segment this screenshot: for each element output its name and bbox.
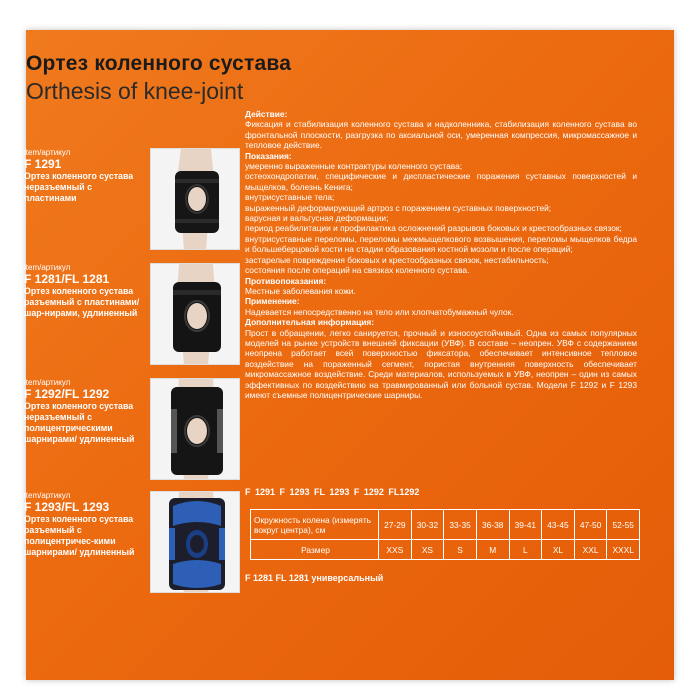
circumference-row bbox=[251, 510, 640, 540]
indications-header: Показания: bbox=[245, 150, 292, 161]
title-english: Orthesis of knee-joint bbox=[26, 78, 244, 104]
size-cell: XXXL bbox=[607, 540, 640, 560]
knee-brace-photo bbox=[150, 148, 240, 250]
description-column bbox=[245, 109, 637, 400]
universal-size-note: F 1281 FL 1281 универсальный bbox=[245, 573, 384, 583]
circumference-cell: 33-35 bbox=[444, 510, 477, 540]
product-code: F 1292/FL 1292 bbox=[24, 387, 110, 401]
indication-item: застарелые повреждения боковых и крестообразных связок, нестабильность; bbox=[245, 254, 549, 265]
size-cell: XXL bbox=[574, 540, 607, 560]
size-label: Размер bbox=[251, 540, 379, 560]
usage-text: Надевается непосредственно на тело или хлопчатобумажный чулок. bbox=[245, 306, 514, 317]
indication-item: варусная и вальгусная деформации; bbox=[245, 213, 389, 224]
title-russian: Ортез коленного сустава bbox=[26, 52, 292, 75]
product-description: Ортез коленного сустава неразъемный с полицентрическими шарнирами/ удлиненный bbox=[24, 401, 135, 444]
indication-item: состояния после операций на связках коленного сустава. bbox=[245, 265, 470, 276]
size-table-models: F 1291 F 1293 FL 1293 F 1292 FL1292 bbox=[245, 487, 420, 497]
size-cell: M bbox=[476, 540, 509, 560]
size-row bbox=[251, 540, 640, 560]
indication-item: выраженный деформирующий артроз с поражением суставных поверхностей; bbox=[245, 202, 552, 213]
size-cell: XL bbox=[542, 540, 575, 560]
circumference-cell: 52-55 bbox=[607, 510, 640, 540]
circumference-cell: 27-29 bbox=[379, 510, 412, 540]
size-cell: XXS bbox=[379, 540, 412, 560]
indication-item: период реабилитации и профилактика осложнений разрывов боковых и крестообразных связок; bbox=[245, 223, 622, 234]
product-entry bbox=[24, 263, 146, 319]
item-label: item/артикул bbox=[24, 491, 71, 500]
indication-item: остеохондропатии, специфические и диспластические поражения суставных поверхностей и мыщелков, болезнь Кенига; bbox=[245, 171, 637, 192]
circumference-cell: 36-38 bbox=[476, 510, 509, 540]
action-text: Фиксация и стабилизация коленного сустава и надколенника, стабилизация коленного сустава во фронтальной плоскости, разгрузка по аксиальной оси, умеренная компрессия, микромассажное и тепловое действие. bbox=[245, 119, 637, 151]
item-label: item/артикул bbox=[24, 378, 71, 387]
product-entry bbox=[24, 378, 146, 445]
product-code: F 1291 bbox=[24, 157, 62, 171]
product-entry bbox=[24, 148, 146, 204]
product-description: Ортез коленного сустава разъемный с полицентричес-кими шарнирами/ удлиненный bbox=[24, 514, 135, 557]
product-entry bbox=[24, 491, 146, 558]
circumference-cell: 43-45 bbox=[542, 510, 575, 540]
indication-item: умеренно выраженные контрактуры коленного сустава; bbox=[245, 161, 463, 172]
extra-info-text: Прост в обращении, легко санируется, прочный и износоустойчивый. Одна из самых популярных моделей на рынке устройств внешней фиксации (УВФ). В составе – неопрен. УВФ с содержанием неопрена работает всей поверхностью фиксатора, обеспечивает интенсивное тепловое воздействие на пораженный сегмент, пористая внутренняя поверхность обеспечивает микромассажное воздействие. Среди материалов, используемых в УВФ, неопрен – один из самых эффективных по воздействию на травмированный или больной сустав. Модели F 1292 и F 1293 имеют съемные полицентрические шарниры. bbox=[245, 327, 637, 400]
indication-item: внутрисуставные тела; bbox=[245, 192, 335, 203]
usage-header: Применение: bbox=[245, 296, 300, 307]
item-label: item/артикул bbox=[24, 263, 71, 272]
product-code: F 1281/FL 1281 bbox=[24, 272, 110, 286]
circumference-label: Окружность колена (измерять вокруг центра), см bbox=[251, 510, 379, 540]
product-description: Ортез коленного сустава разъемный с пластинами/шар-нирами, удлиненный bbox=[24, 286, 140, 318]
product-code: F 1293/FL 1293 bbox=[24, 500, 110, 514]
item-label: item/артикул bbox=[24, 148, 71, 157]
circumference-cell: 30-32 bbox=[411, 510, 444, 540]
extra-info-header: Дополнительная информация: bbox=[245, 317, 375, 328]
circumference-cell: 47-50 bbox=[574, 510, 607, 540]
contraindications-header: Противопоказания: bbox=[245, 275, 327, 286]
size-cell: S bbox=[444, 540, 477, 560]
size-cell: XS bbox=[411, 540, 444, 560]
knee-brace-photo bbox=[150, 378, 240, 480]
circumference-cell: 39-41 bbox=[509, 510, 542, 540]
indication-item: внутрисуставные переломы, переломы межмыщелкового возвышения, переломы мыщелков бедра и большеберцовой кости на стадии образования костной мозоли и после операций; bbox=[245, 233, 637, 255]
action-header: Действие: bbox=[245, 109, 288, 119]
size-cell: L bbox=[509, 540, 542, 560]
contraindications-text: Местные заболевания кожи. bbox=[245, 285, 356, 296]
size-table bbox=[250, 509, 640, 560]
product-description: Ортез коленного сустава неразъемный с пластинами bbox=[24, 171, 134, 203]
knee-brace-photo bbox=[150, 491, 240, 593]
knee-brace-photo bbox=[150, 263, 240, 365]
